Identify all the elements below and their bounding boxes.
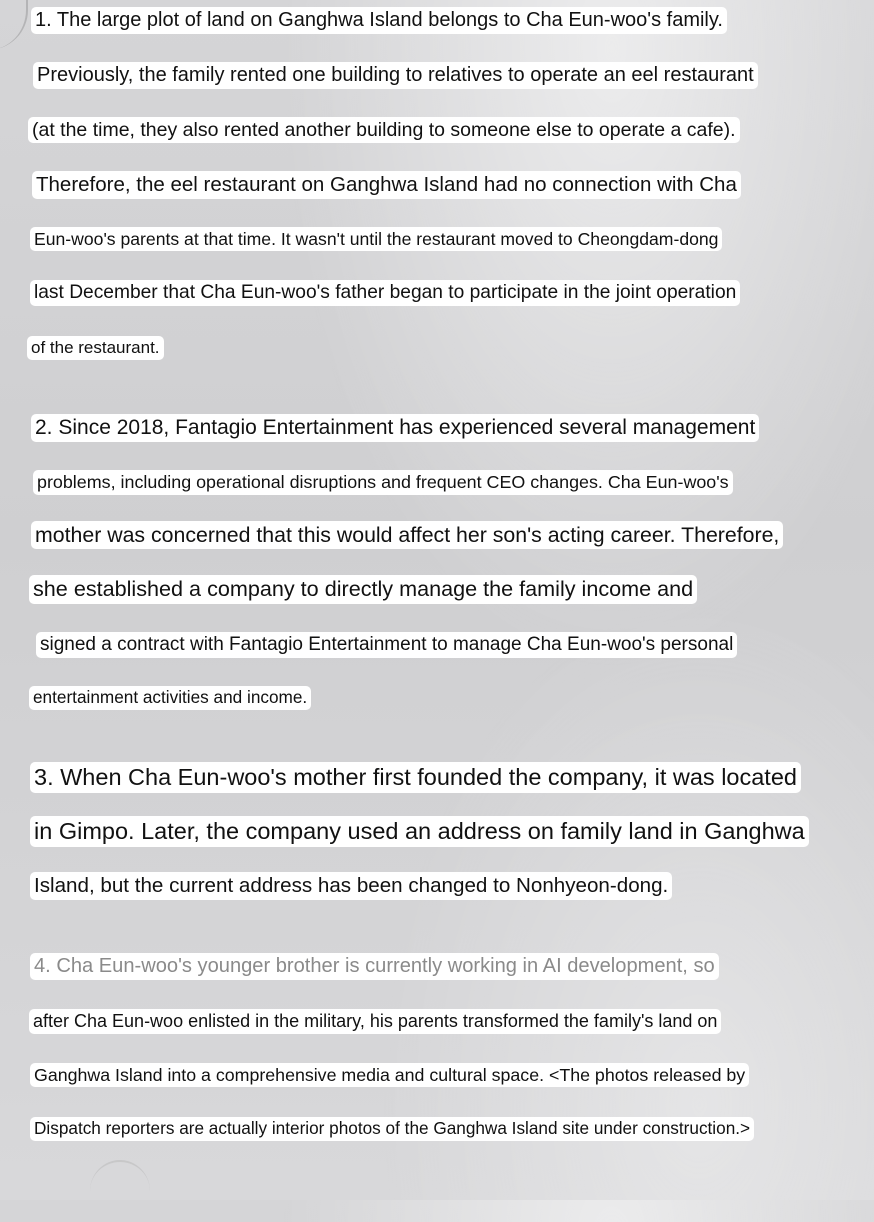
- item-4-line-2: after Cha Eun-woo enlisted in the military, his parents transformed the family's land on: [29, 1009, 721, 1034]
- item-2-line-4: she established a company to directly manage the family income and: [29, 575, 697, 604]
- item-1-line-3: (at the time, they also rented another building to someone else to operate a cafe).: [28, 117, 740, 143]
- item-4-line-4: Dispatch reporters are actually interior photos of the Ganghwa Island site under construction.>: [30, 1117, 754, 1141]
- background-shadow-arc: [0, 0, 28, 50]
- item-1-line-6: last December that Cha Eun-woo's father began to participate in the joint operation: [30, 280, 740, 306]
- item-2-line-3: mother was concerned that this would affect her son's acting career. Therefore,: [31, 521, 783, 549]
- item-1-line-1: 1. The large plot of land on Ganghwa Island belongs to Cha Eun-woo's family.: [31, 7, 727, 34]
- item-4-line-3: Ganghwa Island into a comprehensive media and cultural space. <The photos released by: [30, 1063, 749, 1087]
- background-faint-arc: [90, 1160, 150, 1222]
- item-4-line-1: 4. Cha Eun-woo's younger brother is currently working in AI development, so: [30, 953, 719, 980]
- item-1-line-7: of the restaurant.: [27, 336, 164, 360]
- item-2-line-6: entertainment activities and income.: [29, 686, 311, 710]
- item-3-line-2: in Gimpo. Later, the company used an address on family land in Ganghwa: [30, 816, 809, 847]
- item-2-line-1: 2. Since 2018, Fantagio Entertainment has experienced several management: [31, 414, 759, 442]
- item-3-line-1: 3. When Cha Eun-woo's mother first founded the company, it was located: [30, 762, 801, 793]
- item-1-line-2: Previously, the family rented one building to relatives to operate an eel restaurant: [33, 62, 758, 89]
- item-1-line-5: Eun-woo's parents at that time. It wasn't until the restaurant moved to Cheongdam-dong: [30, 227, 722, 251]
- item-3-line-3: Island, but the current address has been changed to Nonhyeon-dong.: [30, 872, 672, 900]
- item-1-line-4: Therefore, the eel restaurant on Ganghwa Island had no connection with Cha: [32, 171, 741, 199]
- item-2-line-2: problems, including operational disruptions and frequent CEO changes. Cha Eun-woo's: [33, 470, 733, 495]
- item-2-line-5: signed a contract with Fantagio Entertainment to manage Cha Eun-woo's personal: [36, 632, 737, 658]
